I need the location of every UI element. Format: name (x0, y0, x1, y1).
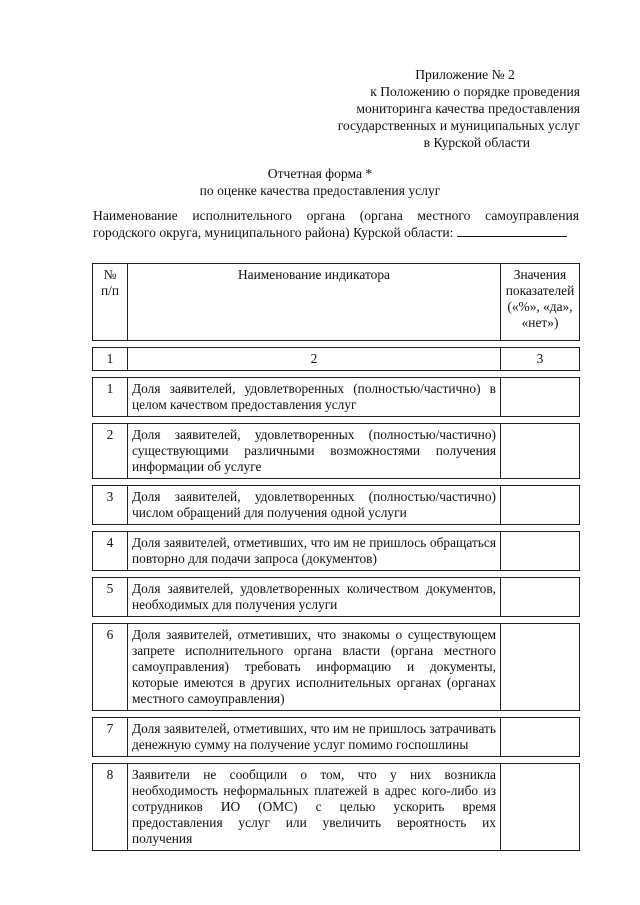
row-indicator: Доля заявителей, удовлетворенных (полностью/частично) в целом качеством предоставления услуг (128, 377, 501, 417)
header-num: № п/п (92, 263, 128, 341)
table-index-row (92, 347, 580, 371)
appendix-line: к Положению о порядке проведения (370, 84, 580, 99)
row-num: 5 (92, 577, 128, 617)
table-row (92, 717, 580, 757)
indicator-table (92, 257, 580, 857)
row-num: 3 (92, 485, 128, 525)
table-row (92, 763, 580, 851)
row-indicator: Доля заявителей, отметивших, что знакомы о существующем запрете исполнительного органа власти (органа местного самоуправления) требовать информацию и документы, которые имеются в других исполнительных органах (органах местного самоуправления) (128, 623, 501, 711)
row-num: 4 (92, 531, 128, 571)
table-row (92, 377, 580, 417)
row-indicator: Доля заявителей, отметивших, что им не пришлось затрачивать денежную сумму на получение услуг помимо госпошлины (128, 717, 501, 757)
authority-label: Наименование исполнительного органа (органа местного самоуправления городского округа, муниципального района) Курской области: (93, 208, 579, 240)
table-row (92, 623, 580, 711)
appendix-line: мониторинга качества предоставления (356, 101, 580, 116)
row-num: 8 (92, 763, 128, 851)
authority-blank-line[interactable] (457, 224, 567, 237)
row-value-cell[interactable] (501, 531, 580, 571)
row-indicator: Доля заявителей, удовлетворенных (полностью/частично) числом обращений для получения одной услуги (128, 485, 501, 525)
appendix-line: государственных и муниципальных услуг (337, 118, 580, 133)
appendix-line: в Курской области (423, 135, 530, 150)
table-row (92, 531, 580, 571)
authority-field (93, 207, 579, 241)
table-row (92, 485, 580, 525)
row-value-cell[interactable] (501, 763, 580, 851)
index-cell: 1 (92, 347, 128, 371)
table-row (92, 423, 580, 479)
row-value-cell[interactable] (501, 623, 580, 711)
row-num: 7 (92, 717, 128, 757)
row-value-cell[interactable] (501, 485, 580, 525)
header-value: Значения показателей («%», «да», «нет») (501, 263, 580, 341)
row-indicator: Доля заявителей, удовлетворенных количеством документов, необходимых для получения услуги (128, 577, 501, 617)
table-row (92, 577, 580, 617)
form-title: Отчетная форма * (267, 166, 373, 181)
appendix-block (310, 66, 580, 151)
header-name: Наименование индикатора (128, 263, 501, 341)
form-subtitle: по оценке качества предоставления услуг (199, 183, 441, 198)
row-value-cell[interactable] (501, 717, 580, 757)
row-num: 1 (92, 377, 128, 417)
row-num: 6 (92, 623, 128, 711)
row-value-cell[interactable] (501, 577, 580, 617)
row-indicator: Заявители не сообщили о том, что у них возникла необходимость неформальных платежей в адрес кого-либо из сотрудников ИО (ОМС) с целью ускорить время предоставления услуг или увеличить вероятность их получения (128, 763, 501, 851)
row-indicator: Доля заявителей, удовлетворенных (полностью/частично) существующими различными возможностями получения информации об услуге (128, 423, 501, 479)
appendix-title: Приложение № 2 (415, 67, 515, 82)
row-num: 2 (92, 423, 128, 479)
row-indicator: Доля заявителей, отметивших, что им не пришлось обращаться повторно для подачи запроса (документов) (128, 531, 501, 571)
row-value-cell[interactable] (501, 377, 580, 417)
form-heading (0, 165, 640, 199)
index-cell: 2 (128, 347, 501, 371)
index-cell: 3 (501, 347, 580, 371)
table-header-row (92, 263, 580, 341)
row-value-cell[interactable] (501, 423, 580, 479)
